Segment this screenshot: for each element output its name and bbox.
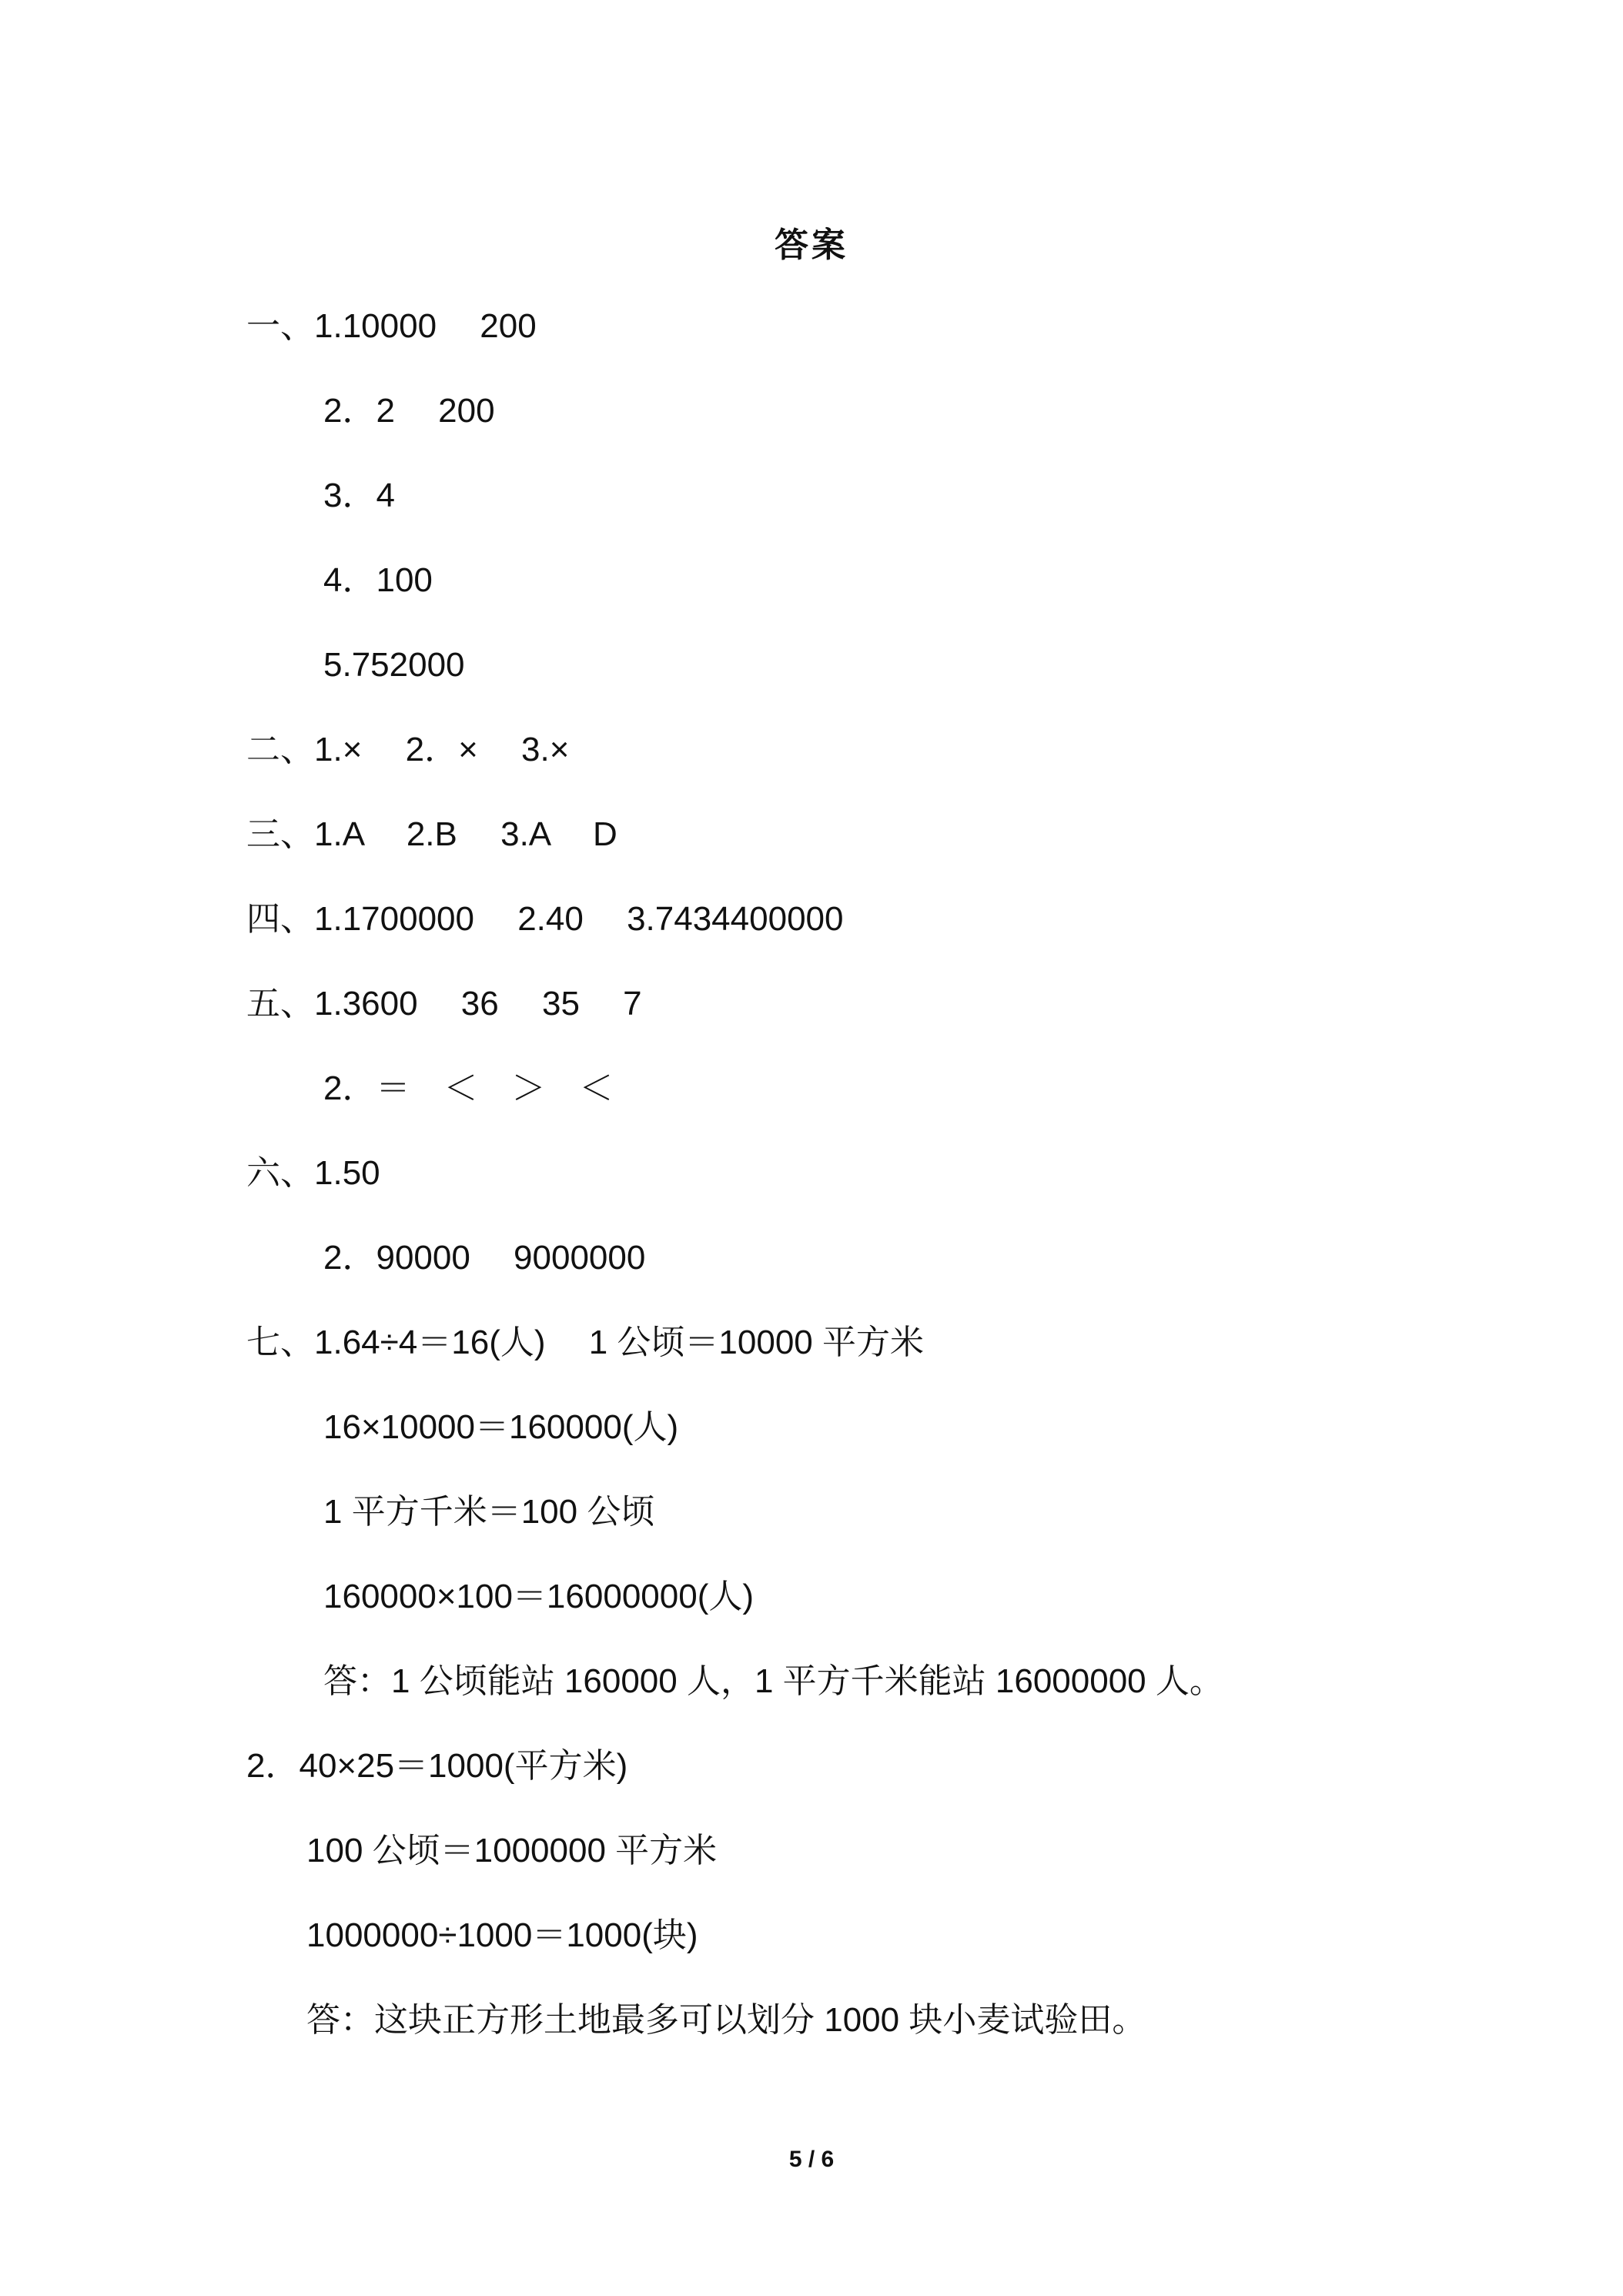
answer-line-5: 5.752000 [323,646,465,684]
answer-line-9: 五、1.3600 36 35 7 [246,985,642,1022]
answer-line-10: 2．＝ ＜ ＞ ＜ [323,1069,614,1107]
answer-line-14: 16×10000＝160000(人) [323,1408,679,1446]
answer-line-19: 100 公顷＝1000000 平方米 [306,1832,718,1869]
answer-line-13: 七、1.64÷4＝16(人) 1 公顷＝10000 平方米 [246,1324,924,1361]
answer-line-3: 3．4 [323,477,395,514]
answer-line-11: 六、1.50 [246,1154,380,1192]
answer-line-7: 三、1.A 2.B 3.A D [246,815,617,853]
answer-line-15: 1 平方千米＝100 公顷 [323,1493,655,1531]
answer-line-1: 一、1.10000 200 [246,307,537,345]
answer-line-16: 160000×100＝16000000(人) [323,1578,755,1615]
answer-line-8: 四、1.1700000 2.40 3.7434400000 [246,900,844,938]
answer-line-17: 答：1 公顷能站 160000 人，1 平方千米能站 16000000 人。 [323,1662,1223,1700]
page-title: 答案 [775,226,848,264]
answer-line-4: 4．100 [323,561,433,599]
answer-line-12: 2．90000 9000000 [323,1239,646,1277]
answer-line-6: 二、1.× 2．× 3.× [246,731,570,768]
answer-line-18: 2．40×25＝1000(平方米) [246,1747,628,1785]
page-number: 5 / 6 [788,2147,835,2172]
answer-line-20: 1000000÷1000＝1000(块) [306,1916,698,1954]
answer-line-21: 答：这块正方形土地最多可以划分 1000 块小麦试验田。 [306,2001,1146,2039]
answer-line-2: 2．2 200 [323,392,495,430]
